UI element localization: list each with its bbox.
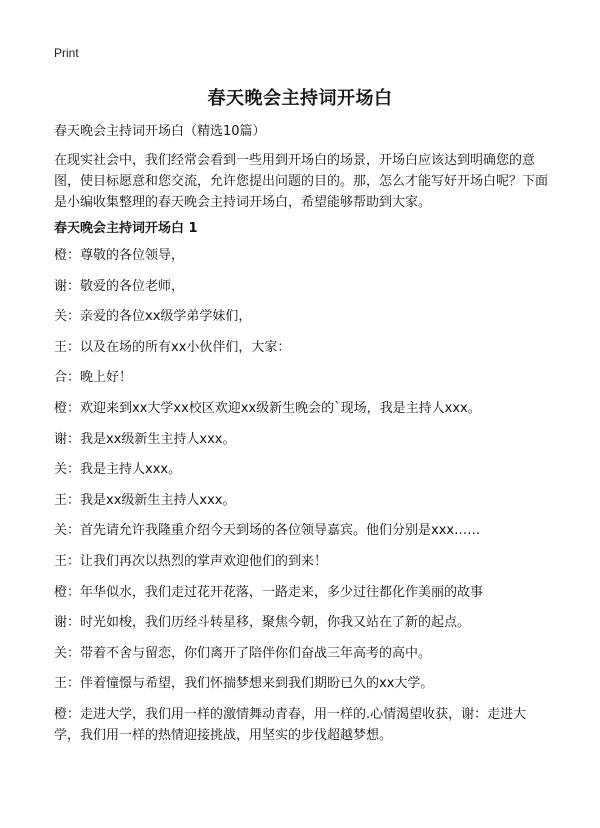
dialogue-line: 合：晚上好！ — [54, 370, 133, 386]
dialogue-line: 谢：时光如梭，我们历经斗转星移，聚焦今朝，你我又站在了新的起点。 — [54, 615, 471, 631]
intro-paragraph: 在现实社会中，我们经常会看到一些用到开场白的场景，开场白应该达到明确您的意图，使目标愿意和您交流，允许您提出问题的目的。那，怎么才能写好开场白呢？下面是小编收集整理的春天晚会主持词开场白，希望能够帮助到大家。 — [54, 153, 549, 210]
dialogue-line: 橙：走进大学，我们用一样的激情舞动青春，用一样的.心情渴望收获，谢：走进大学，我们用一样的热情迎接挑战，用坚实的步伐超越梦想。 — [54, 706, 527, 743]
dialogue-line: 王：我是xx级新生主持人xxx。 — [54, 492, 236, 508]
dialogue-line: 王：伴着憧憬与希望，我们怀揣梦想来到我们期盼已久的xx大学。 — [54, 676, 434, 692]
dialogue-line: 橙：尊敬的各位领导， — [54, 248, 185, 263]
print-link[interactable]: Print — [54, 46, 79, 60]
dialogue-line: 关：首先请允许我隆重介绍今天到场的各位领导嘉宾。他们分别是xxx…… — [54, 523, 481, 539]
dialogue-line: 谢：我是xx级新生主持人xxx。 — [54, 431, 236, 447]
dialogue-line: 王：以及在场的所有xx小伙伴们，大家： — [54, 339, 291, 355]
dialogue-line: 关：亲爱的各位xx级学弟学妹们， — [54, 309, 252, 325]
page-title: 春天晚会主持词开场白 — [207, 88, 393, 109]
document-subtitle: 春天晚会主持词开场白（精选10篇） — [54, 124, 266, 139]
dialogue-line: 谢：敬爱的各位老师， — [54, 278, 185, 294]
dialogue-line: 橙：年华似水，我们走过花开花落，一路走来，多少过往都化作美丽的故事 — [54, 584, 484, 600]
dialogue-line: 关：我是主持人xxx。 — [54, 462, 182, 478]
dialogue-line: 橙：欢迎来到xx大学xx校区欢迎xx级新生晚会的`现场，我是主持人xxx。 — [54, 400, 481, 416]
dialogue-list — [54, 245, 548, 756]
section-heading: 春天晚会主持词开场白 1 — [54, 221, 198, 236]
dialogue-line: 王：让我们再次以热烈的掌声欢迎他们的到来！ — [54, 553, 328, 569]
dialogue-line: 关：带着不舍与留恋，你们离开了陪伴你们奋战三年高考的高中。 — [54, 645, 432, 661]
